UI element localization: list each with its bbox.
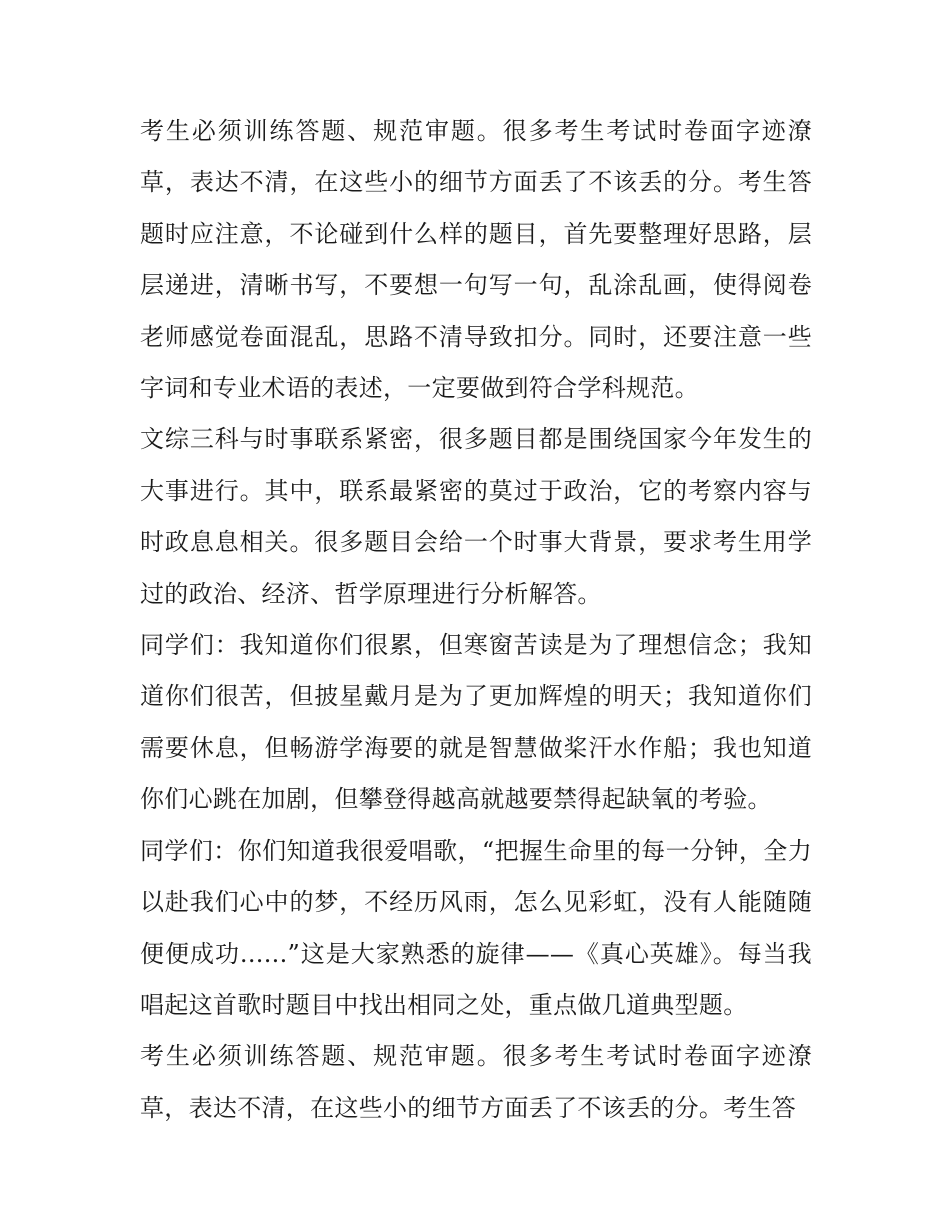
paragraph-encouragement: 同学们：我知道你们很累，但寒窗苦读是为了理想信念；我知道你们很苦，但披星戴月是为了更加辉煌的明天；我知道你们需要休息，但畅游学海要的就是智慧做桨汗水作船；我也知道你们心跳在加剧，但攀登得越高就越要禁得起缺氧的考验。 xyxy=(140,631,812,814)
paragraph-answering-standards: 考生必须训练答题、规范审题。很多考生考试时卷面字迹潦草，表达不清，在这些小的细节方面丢了不该丢的分。考生答题时应注意，不论碰到什么样的题目，首先要整理好思路，层层递进，清晰书写，不要想一句写一句，乱涂乱画，使得阅卷老师感觉卷面混乱，思路不清导致扣分。同时，还要注意一些字词和专业术语的表述，一定要做到符合学科规范。 xyxy=(140,117,812,403)
document-body xyxy=(140,106,812,1134)
paragraph-song: 同学们：你们知道我很爱唱歌，“把握生命里的每一分钟，全力以赴我们心中的梦，不经历风雨，怎么见彩虹，没有人能随随便便成功......”这是大家熟悉的旋律——《真心英雄》。每当我唱起这首歌时题目中找出相同之处，重点做几道典型题。 xyxy=(140,836,812,1019)
paragraph-current-affairs: 文综三科与时事联系紧密，很多题目都是围绕国家今年发生的大事进行。其中，联系最紧密的莫过于政治，它的考察内容与时政息息相关。很多题目会给一个时事大背景，要求考生用学过的政治、经济、哲学原理进行分析解答。 xyxy=(140,425,812,608)
paragraph-answering-standards-repeat: 考生必须训练答题、规范审题。很多考生考试时卷面字迹潦草，表达不清，在这些小的细节方面丢了不该丢的分。考生答 xyxy=(140,1042,812,1122)
